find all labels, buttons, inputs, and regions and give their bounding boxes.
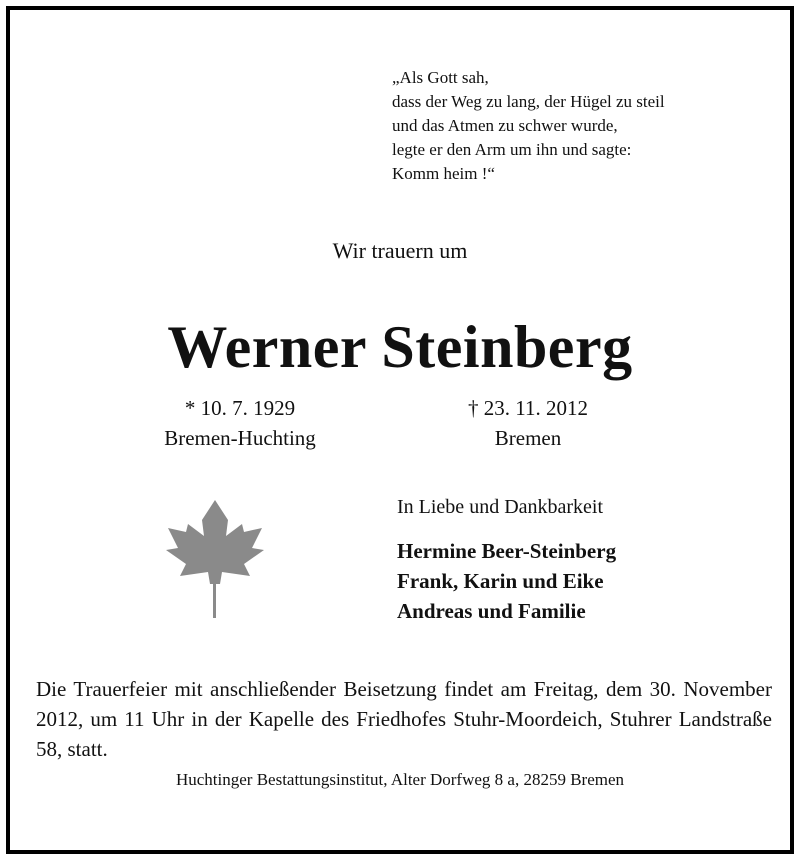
family-members (397, 536, 616, 626)
family-block (397, 492, 616, 626)
poem-line: legte er den Arm um ihn und sagte: (392, 140, 632, 159)
deceased-name: Werner Steinberg (167, 314, 633, 380)
death-place: Bremen (494, 426, 562, 450)
poem-line: „Als Gott sah, (392, 68, 489, 87)
poem-line: dass der Weg zu lang, der Hügel zu steil (392, 92, 665, 111)
poem-line: und das Atmen zu schwer wurde, (392, 116, 618, 135)
undertaker-info: Huchtinger Bestattungsinstitut, Alter Dorfweg 8 a, 28259 Bremen (175, 770, 625, 789)
birth-date: * 10. 7. 1929 (184, 396, 296, 420)
poem (392, 66, 665, 186)
family-member: Frank, Karin und Eike (397, 569, 604, 593)
service-announcement: Die Trauerfeier mit anschließender Beisetzung findet am Freitag, dem 30. November 2012, um 11 Uhr in der Kapelle des Friedhofes Stuhr-Moordeich, Stuhrer Landstraße 58, statt. (36, 677, 772, 761)
death-info (418, 393, 638, 453)
maple-leaf-icon (150, 498, 280, 625)
dedication: In Liebe und Dankbarkeit (397, 496, 604, 518)
mourning-intro: Wir trauern um (332, 238, 468, 263)
family-member: Hermine Beer-Steinberg (397, 539, 617, 563)
death-date: † 23. 11. 2012 (468, 396, 588, 420)
family-member: Andreas und Familie (397, 599, 586, 623)
poem-line: Komm heim !“ (392, 164, 495, 183)
birth-info (130, 393, 350, 453)
birth-place: Bremen-Huchting (164, 426, 316, 450)
